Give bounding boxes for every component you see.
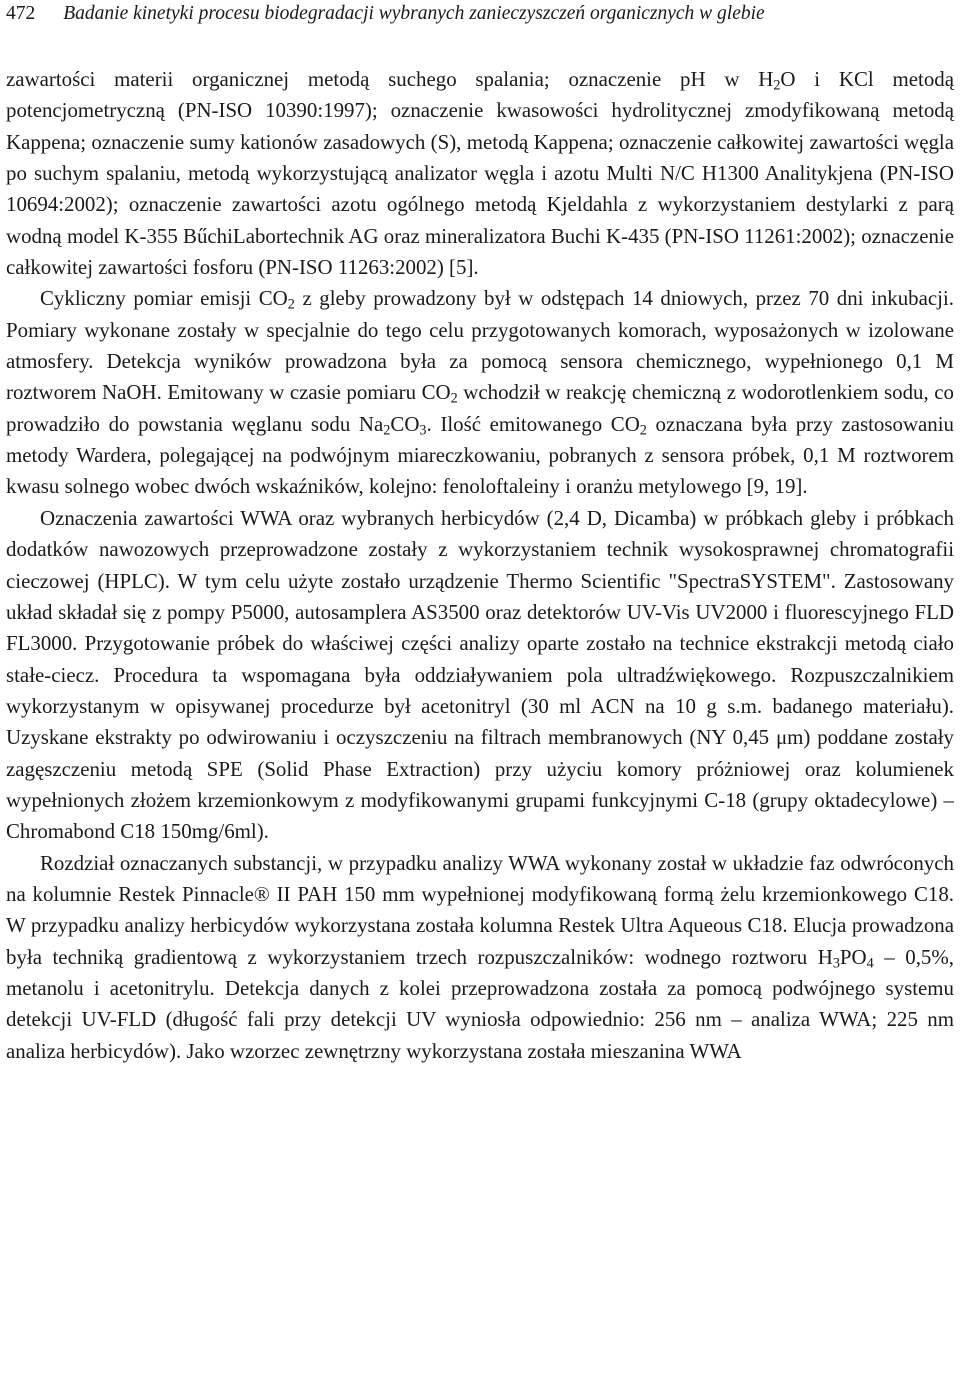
subscript: 2 — [639, 422, 647, 439]
page-header — [6, 0, 954, 28]
text-run: Cykliczny pomiar emisji CO — [40, 286, 288, 311]
subscript: 2 — [383, 422, 391, 439]
paragraph-1 — [6, 64, 954, 283]
subscript: 3 — [419, 422, 427, 439]
subscript: 2 — [773, 77, 781, 94]
text-run: z gleby prowadzony był w odstępach 14 dniowych, przez 70 dni inkubacji. Pomiary wykonane zostały w specjalnie do tego celu przygotowanych komorach, wyposażonych w izolowane atmosfery. Detekcja wyników prowadzona była za pomocą sensora chemicznego, wypełnionego 0,1 M roztworem NaOH. Emitowany w czasie pomiaru CO — [6, 286, 955, 405]
text-run: oznaczana była przy zastosowaniu metody Wardera, polegającej na podwójnym miareczkowaniu, pobranych z sensora próbek, 0,1 M roztworem kwasu solnego wobec dwóch wskaźników, kolejno: fenoloftaleiny i oranżu metylowego [9, 19]. — [6, 411, 954, 499]
paragraph-4 — [6, 848, 954, 1067]
paragraph-3: Oznaczenia zawartości WWA oraz wybranych herbicydów (2,4 D, Dicamba) w próbkach gleby i próbkach dodatków nawozowych przeprowadzone zostały z wykorzystaniem technik wysokosprawnej chromatografii cieczowej (HPLC). W tym celu użyte zostało urządzenie Thermo Scientific "SpectraSYSTEM". Zastosowany układ składał się z pompy P5000, autosamplera AS3500 oraz detektorów UV-Vis UV2000 i fluorescyjnego FLD FL3000. Przygotowanie próbek do właściwej części analizy oparte zostało na technice ekstrakcji metodą ciało stałe-ciecz. Procedura ta wspomagana była oddziaływaniem pola ultradźwiękowego. Rozpuszczalnikiem wykorzystanym w opisywanej procedurze był acetonitryl (30 ml ACN na 10 g s.m. badanego materiału). Uzyskane ekstrakty po odwirowaniu i oczyszczeniu na filtrach membranowych (NY 0,45 μm) poddane zostały zagęszczeniu metodą SPE (Solid Phase Extraction) przy użyciu komory próżniowej oraz kolumienek wypełnionych złożem krzemionkowym z modyfikowanymi grupami funkcyjnymi C-18 (grupy oktadecylowe) – Chromabond C18 150mg/6ml). — [6, 505, 954, 844]
text-run: CO — [390, 411, 420, 436]
subscript: 2 — [287, 296, 295, 313]
running-title: Badanie kinetyki procesu biodegradacji wybranych zanieczyszczeń organicznych w glebie — [63, 3, 765, 24]
page-number: 472 — [6, 3, 36, 24]
paragraph-2 — [6, 283, 954, 502]
text-run: zawartości materii organicznej metodą suchego spalania; oznaczenie pH w H — [6, 67, 774, 91]
subscript: 3 — [832, 955, 840, 972]
text-run: – 0,5%, metanolu i acetonitrylu. Detekcja danych z kolei przeprowadzona została za pomocą podwójnego systemu detekcji UV-FLD (długość fali przy detekcji UV wyniosła odpowiednio: 256 nm – analiza WWA; 225 nm analiza herbicydów). Jako wzorzec zewnętrzny wykorzystana została mieszanina WWA — [6, 944, 954, 1063]
subscript: 4 — [866, 955, 874, 972]
body-text — [6, 64, 954, 1067]
text-run: . Ilość emitowanego CO — [426, 411, 640, 436]
text-run: O i KCl metodą potencjometryczną (PN-ISO 10390:1997); oznaczenie kwasowości hydrolitycznej zmodyfikowaną metodą Kappena; oznaczenie sumy kationów zasadowych (S), metodą Kappena; oznaczenie całkowitej zawartości węgla po suchym spalaniu, metodą wykorzystującą analizator węgla i azotu Multi N/C H1300 Analitykjena (PN-ISO 10694:2002); oznaczenie zawartości azotu ogólnego metodą Kjeldahla z wykorzystaniem destylarki z parą wodną model K-355 BűchiLabortechnik AG oraz mineralizatora Buchi K-435 (PN-ISO 11261:2002); oznaczenie całkowitej zawartości fosforu (PN-ISO 11263:2002) [5]. — [6, 67, 954, 280]
text-run: wchodził w reakcję chemiczną z wodorotlenkiem sodu, co prowadziło do powstania węglanu sodu Na — [6, 380, 954, 436]
text-run: PO — [839, 944, 867, 969]
subscript: 2 — [450, 390, 458, 407]
text-run: Rozdział oznaczanych substancji, w przypadku analizy WWA wykonany został w układzie faz odwróconych na kolumnie Restek Pinnacle® II PAH 150 mm wypełnionej modyfikowaną formą żelu krzemionkowego C18. W przypadku analizy herbicydów wykorzystana została kolumna Restek Ultra Aqueous C18. Elucja prowadzona była techniką gradientową z wykorzystaniem trzech rozpuszczalników: wodnego roztworu H — [6, 850, 954, 969]
